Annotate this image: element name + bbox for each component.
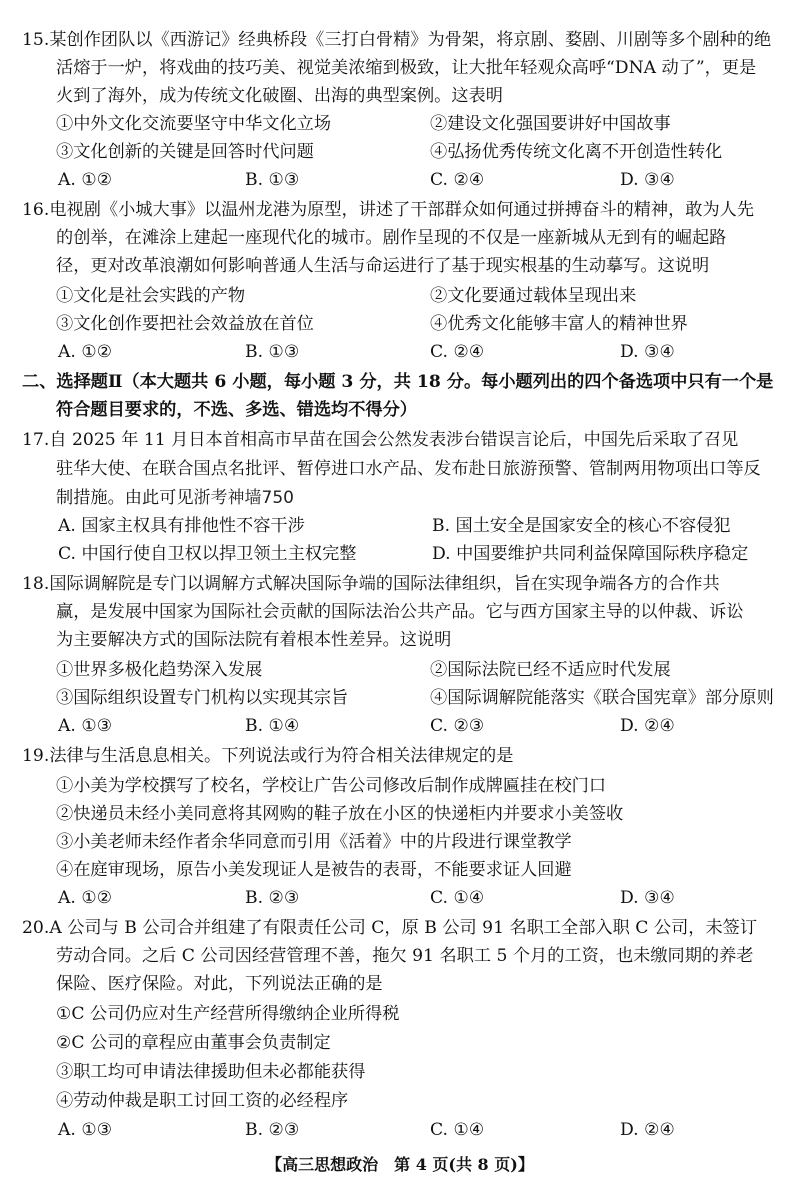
q15-stem-line-2: 活熔于一炉，将戏曲的技巧美、视觉美浓缩到极致，让大批年轻观众高呼“DNA 动了”，更是	[56, 58, 757, 78]
q20-choice-b: B. ②③	[245, 1120, 300, 1140]
q18-item-2: ②国际法院已经不适应时代发展	[430, 660, 671, 680]
section-heading-line-2: 符合题目要求的，不选、多选、错选均不得分）	[56, 400, 417, 420]
q19-choice-c: C. ①④	[430, 888, 485, 908]
q15-choice-b: B. ①③	[245, 170, 300, 190]
q16-stem-line-3: 径，更对改革浪潮如何影响普通人生活与命运进行了基于现实根基的生动摹写。这说明	[56, 256, 710, 276]
q18-choice-b: B. ①④	[245, 716, 300, 736]
page-footer: 【高三思想政治 第 4 页(共 8 页)】	[266, 1155, 534, 1174]
q16-item-2: ②文化要通过载体呈现出来	[430, 286, 637, 306]
q17-choice-a: A. 国家主权具有排他性不容干涉	[58, 516, 305, 536]
q15-choice-d: D. ③④	[620, 170, 675, 190]
q17-stem-line-3-text: 制措施。由此可见	[56, 488, 194, 508]
q17-stem-line-2: 驻华大使、在联合国点名批评、暂停进口水产品、发布赴日旅游预警、管制两用物项出口等反	[56, 459, 761, 479]
q18-item-4: ④国际调解院能落实《联合国宪章》部分原则	[430, 688, 774, 708]
q15-stem-line-3: 火到了海外，成为传统文化破圈、出海的典型案例。这表明	[56, 86, 503, 106]
q19-stem-line-1: 19.法律与生活息息相关。下列说法或行为符合相关法律规定的是	[22, 746, 514, 766]
q19-choice-b: B. ②③	[245, 888, 300, 908]
q16-choice-a: A. ①②	[58, 342, 113, 362]
q17-stem-line-3	[56, 484, 800, 512]
q20-choice-a: A. ①③	[58, 1120, 113, 1140]
q16-stem-line-1: 16.电视剧《小城大事》以温州龙港为原型，讲述了干部群众如何通过拼搏奋斗的精神，敢为人先	[22, 200, 755, 220]
q19-item-1: ①小美为学校撰写了校名，学校让广告公司修改后制作成牌匾挂在校门口	[56, 776, 607, 796]
q15-choice-a: A. ①②	[58, 170, 113, 190]
q16-item-1: ①文化是社会实践的产物	[56, 286, 246, 306]
q19-item-4: ④在庭审现场，原告小美发现证人是被告的表哥，不能要求证人回避	[56, 860, 572, 880]
section-heading-line-1: 二、选择题Ⅱ（本大题共 6 小题，每小题 3 分，共 18 分。每小题列出的四个备选项中只有一个是	[22, 372, 774, 392]
q15-item-4: ④弘扬优秀传统文化离不开创造性转化	[430, 142, 723, 162]
q17-choice-d: D. 中国要维护共同利益保障国际秩序稳定	[432, 544, 749, 564]
q18-choice-d: D. ②④	[620, 716, 675, 736]
q18-item-3: ③国际组织设置专门机构以实现其宗旨	[56, 688, 349, 708]
watermark-text: 浙考神墙750	[193, 488, 294, 508]
q17-choice-c: C. 中国行使自卫权以捍卫领土主权完整	[58, 544, 357, 564]
q16-item-3: ③文化创作要把社会效益放在首位	[56, 314, 314, 334]
q15-stem-line-1: 15.某创作团队以《西游记》经典桥段《三打白骨精》为骨架，将京剧、婺剧、川剧等多个剧种的绝	[22, 30, 772, 50]
q20-item-2: ②C 公司的章程应由董事会负责制定	[56, 1033, 331, 1053]
q15-item-2: ②建设文化强国要讲好中国故事	[430, 114, 671, 134]
q20-choice-c: C. ①④	[430, 1120, 485, 1140]
q16-stem-line-2: 的创举，在滩涂上建起一座现代化的城市。剧作呈现的不仅是一座新城从无到有的崛起路	[56, 228, 727, 248]
q17-stem-line-1: 17.自 2025 年 11 月日本首相高市早苗在国会公然发表涉台错误言论后，中国先后采取了召见	[22, 430, 739, 450]
q20-stem-line-3: 保险、医疗保险。对此，下列说法正确的是	[56, 974, 383, 994]
q15-item-3: ③文化创新的关键是回答时代问题	[56, 142, 314, 162]
q20-stem-line-1: 20.A 公司与 B 公司合并组建了有限责任公司 C，原 B 公司 91 名职工全部入职 C 公司，未签订	[22, 918, 758, 938]
q17-choice-b: B. 国土安全是国家安全的核心不容侵犯	[432, 516, 731, 536]
q20-item-4: ④劳动仲裁是职工讨回工资的必经程序	[56, 1091, 349, 1111]
q20-stem-line-2: 劳动合同。之后 C 公司因经营管理不善，拖欠 91 名职工 5 个月的工资，也未缴同期的养老	[56, 946, 754, 966]
q18-item-1: ①世界多极化趋势深入发展	[56, 660, 263, 680]
q15-item-1: ①中外文化交流要坚守中华文化立场	[56, 114, 332, 134]
q20-item-3: ③职工均可申请法律援助但未必都能获得	[56, 1062, 366, 1082]
q15-choice-c: C. ②④	[430, 170, 485, 190]
q19-choice-d: D. ③④	[620, 888, 675, 908]
q16-item-4: ④优秀文化能够丰富人的精神世界	[430, 314, 688, 334]
q20-choice-d: D. ②④	[620, 1120, 675, 1140]
q19-item-2: ②快递员未经小美同意将其网购的鞋子放在小区的快递柜内并要求小美签收	[56, 804, 624, 824]
q18-stem-line-3: 为主要解决方式的国际法院有着根本性差异。这说明	[56, 630, 452, 650]
q16-choice-b: B. ①③	[245, 342, 300, 362]
q18-stem-line-2: 赢，是发展中国家为国际社会贡献的国际法治公共产品。它与西方国家主导的以仲裁、诉讼	[56, 602, 744, 622]
q20-item-1: ①C 公司仍应对生产经营所得缴纳企业所得税	[56, 1004, 400, 1024]
q18-choice-c: C. ②③	[430, 716, 485, 736]
q16-choice-d: D. ③④	[620, 342, 675, 362]
q18-choice-a: A. ①③	[58, 716, 113, 736]
q16-choice-c: C. ②④	[430, 342, 485, 362]
q19-item-3: ③小美老师未经作者余华同意而引用《活着》中的片段进行课堂教学	[56, 832, 572, 852]
q18-stem-line-1: 18.国际调解院是专门以调解方式解决国际争端的国际法律组织，旨在实现争端各方的合作共	[22, 574, 720, 594]
q19-choice-a: A. ①②	[58, 888, 113, 908]
